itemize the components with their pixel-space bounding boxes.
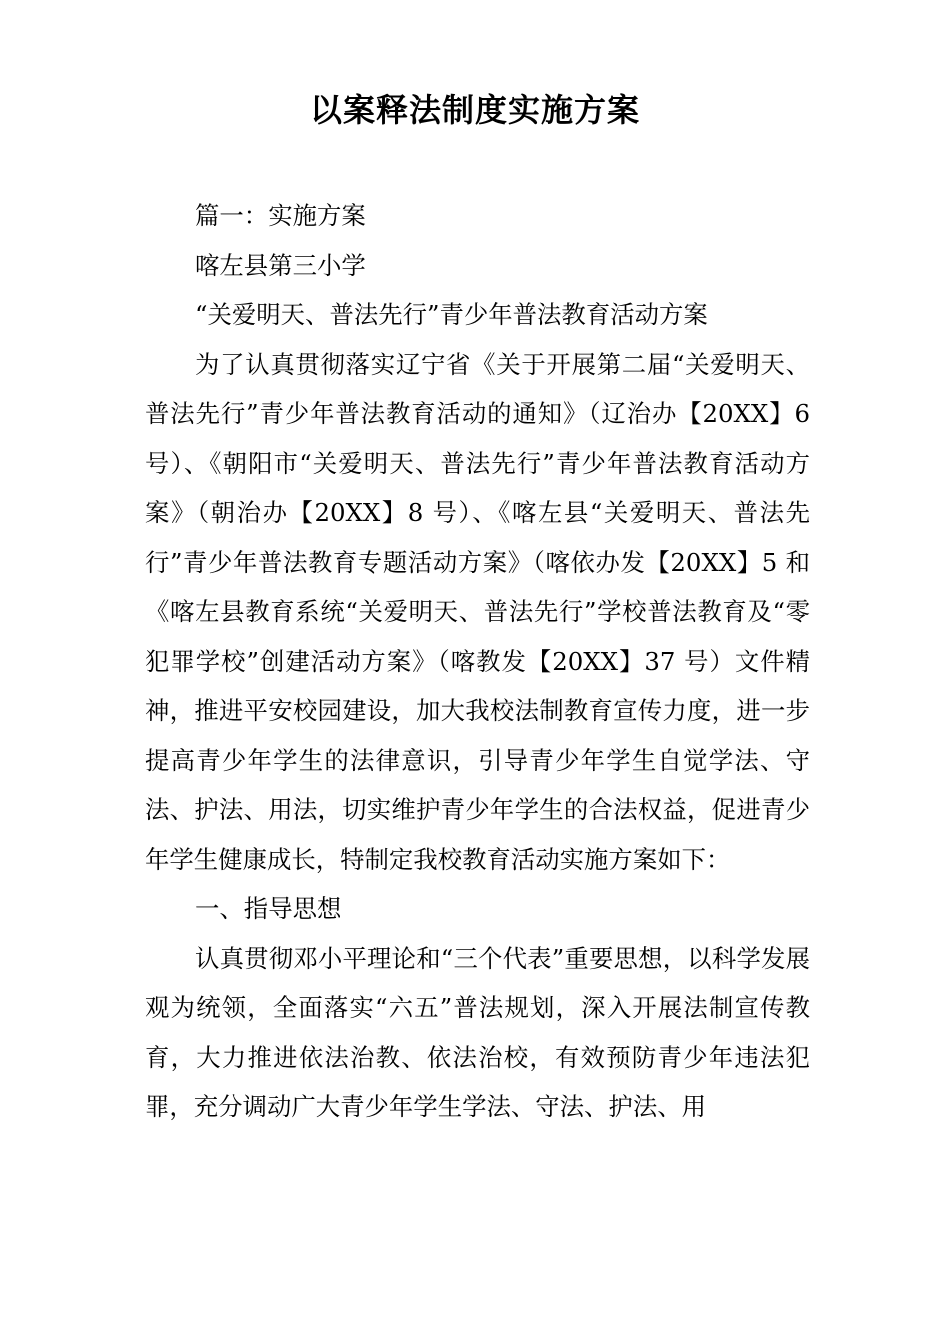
document-body xyxy=(145,191,810,1132)
document-title: 以案释法制度实施方案 xyxy=(309,91,640,129)
paragraph-heading-guiding-thought: 一、指导思想 xyxy=(195,894,342,923)
paragraph-guiding-thought: 认真贯彻邓小平理论和“三个代表”重要思想，以科学发展观为统领，全面落实“六五”普法规划，深入开展法制宣传教育，大力推进依法治教、依法治校，有效预防青少年违法犯罪，充分调动广大青少年学生学法、守法、护法、用 xyxy=(145,943,810,1121)
paragraph-introduction: 为了认真贯彻落实辽宁省《关于开展第二届“关爱明天、普法先行”青少年普法教育活动的通知》（辽治办【20XX】6 号）、《朝阳市“关爱明天、普法先行”青少年普法教育活动方案》（朝治办【20XX】8 号）、《喀左县“关爱明天、普法先行”青少年普法教育专题活动方案》（喀依办发【20XX】5 和《喀左县教育系统“关爱明天、普法先行”学校普法教育及“零犯罪学校”创建活动方案》（喀教发【20XX】37 号）文件精神，推进平安校园建设，加大我校法制教育宣传力度，进一步提高青少年学生的法律意识，引导青少年学生自觉学法、守法、护法、用法，切实维护青少年学生的合法权益，促进青少年学生健康成长，特制定我校教育活动实施方案如下： xyxy=(145,349,810,874)
paragraph-school-name: 喀左县第三小学 xyxy=(195,250,366,280)
paragraph-section-label: 篇一：实施方案 xyxy=(195,201,366,230)
paragraph-plan-title: “关爱明天、普法先行”青少年普法教育活动方案 xyxy=(195,300,708,329)
